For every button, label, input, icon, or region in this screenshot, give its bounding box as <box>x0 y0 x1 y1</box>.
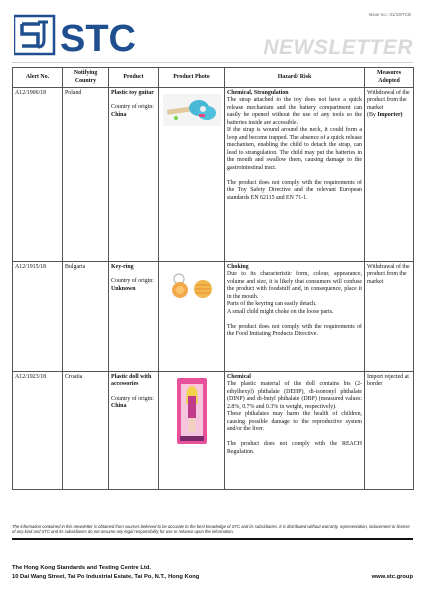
country-cell: Bulgaria <box>63 262 109 372</box>
measures-text: Import rejected at border <box>367 373 409 387</box>
hazard-text: Parts of the keyring can easily detach. <box>227 301 317 307</box>
table-row <box>13 262 414 372</box>
disclaimer-text: The information contained in this newsletter is obtained from sources believed to be accurate to the best knowledge of STC and its subsidiaries. It is distributed without warranty, representation, inducement or license of any kind and STC and its subsidiaries do not assume any legal responsibility for use or reliance upon the information. <box>12 524 410 535</box>
stc-logo <box>14 14 164 56</box>
alert-no-cell: A12/1906/18 <box>13 88 63 262</box>
hazard-text: The plastic material of the doll contains bis (2-ethylhexyl) phthalate (DEHP), di-isononyl phthalate (DINP) and di-butyl phthalate (DBP) (measured values: 2.8%, 0.7% and 0.3% in weight, respectively). <box>227 381 362 410</box>
product-cell <box>109 372 159 490</box>
hazard-cell <box>225 262 365 372</box>
alert-no-cell: A12/1915/18 <box>13 262 63 372</box>
table-row <box>13 372 414 490</box>
col-header-measures: Measures Adopted <box>365 68 414 88</box>
hazard-compliance: The product does not comply with the requirements of the Toy Safety Directive and the relevant European standards EN 62115 and EN 71-1. <box>227 179 362 201</box>
origin-label: Country of origin: <box>111 278 154 284</box>
table-header-row <box>13 68 414 88</box>
alerts-table <box>12 67 414 490</box>
origin-value: Unknown <box>111 285 136 292</box>
page-footer <box>0 524 425 600</box>
hazard-title: Chemical <box>227 373 251 380</box>
measures-by-party: Importer) <box>377 112 403 118</box>
photo-cell <box>159 262 225 372</box>
photo-cell <box>159 372 225 490</box>
hazard-text: The strap attached to the toy does not have a quick release mechanism and the battery compartment can easily be opened without the use of any tools so the batteries inside are accessible. <box>227 97 362 126</box>
col-header-alert-no: Alert No. <box>13 68 63 88</box>
website-link[interactable]: www.stc.group <box>371 574 413 580</box>
product-name: Plastic doll with accessories <box>111 373 152 387</box>
key-ring-photo <box>165 268 219 302</box>
newsletter-title: NEWSLETTER <box>263 36 413 59</box>
table-row <box>13 88 414 262</box>
col-header-country: Notifying Country <box>63 68 109 88</box>
page-header <box>0 0 425 70</box>
hazard-text: Due to its characteristic form, colour, appearance, volume and size, it is likely that consumers will confuse the product with foodstuff and, in consequence, place it in the mouth. <box>227 271 362 300</box>
toy-guitar-photo <box>163 94 221 126</box>
hazard-compliance: The product does not comply with the requirements of the Food Imitating Products Directive. <box>227 323 362 337</box>
hazard-cell <box>225 88 365 262</box>
product-name: Key-ring <box>111 263 134 270</box>
company-address: 10 Dai Wang Street, Tai Po Industrial Estate, Tai Po, N.T., Hong Kong <box>12 574 200 580</box>
country-cell: Poland <box>63 88 109 262</box>
origin-value: China <box>111 111 127 118</box>
origin-label: Country of origin: <box>111 395 154 402</box>
alert-no-cell: A12/1923/18 <box>13 372 63 490</box>
origin-label: Country of origin: <box>111 104 154 110</box>
doll-box-photo <box>177 378 207 444</box>
product-cell <box>109 88 159 262</box>
hazard-compliance: The product does not comply with the REACH Regulation. <box>227 441 362 455</box>
logo-text: STC <box>60 18 136 56</box>
measures-text: Withdrawal of the product from the market <box>367 89 410 111</box>
hazard-text: If the strap is wound around the neck, it could form a loop and become trapped. The absence of a quick release mechanism, enabling the child to detach the strap, can lead to strangulation. The child may put the batteries in the mouth and swallow them, causing damage to the gastrointestinal tract. <box>227 127 362 171</box>
origin-value: China <box>111 403 127 409</box>
col-header-product: Product <box>109 68 159 88</box>
photo-cell <box>159 88 225 262</box>
measures-by <box>367 112 411 120</box>
hazard-text: These phthalates may harm the health of children, causing possible damage to the reproductive system and/or the liver. <box>227 411 362 432</box>
hazard-text: A small child might choke on the loose parts. <box>227 308 334 315</box>
measures-cell <box>365 88 414 262</box>
hazard-title: Choking <box>227 263 249 270</box>
measures-cell <box>365 372 414 490</box>
product-name: Plastic toy guitar <box>111 89 154 96</box>
hazard-title: Chemical, Strangulation <box>227 89 289 96</box>
company-name: The Hong Kong Standards and Testing Centre Ltd. <box>12 565 152 571</box>
footer-divider <box>12 538 413 540</box>
country-cell: Croatia <box>63 372 109 490</box>
header-divider <box>12 62 413 63</box>
col-header-photo: Product Photo <box>159 68 225 88</box>
col-header-hazard: Hazard/ Risk <box>225 68 365 88</box>
issue-number: Issue no.: 01/19/TCB <box>368 12 411 17</box>
measures-text: Withdrawal of the product from the market <box>367 263 410 285</box>
hazard-cell <box>225 372 365 490</box>
measures-by-prefix: (By <box>367 112 376 118</box>
measures-cell <box>365 262 414 372</box>
product-cell <box>109 262 159 372</box>
